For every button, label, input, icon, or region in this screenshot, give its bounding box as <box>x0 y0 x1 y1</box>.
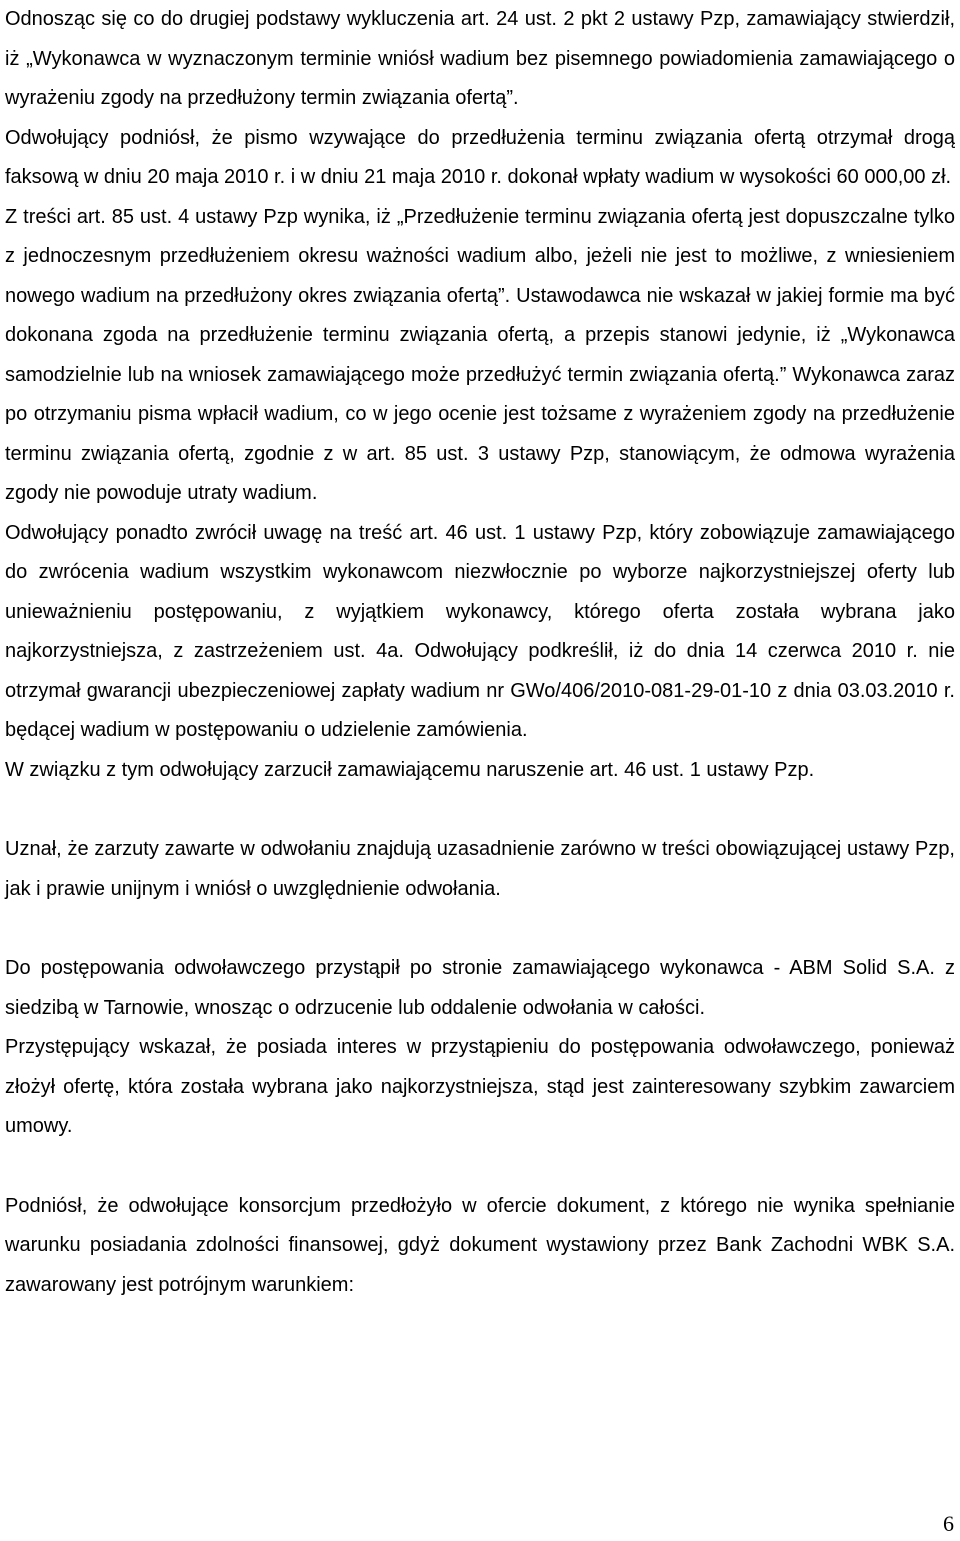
document-page <box>5 0 955 1305</box>
paragraph-fax-notice: Odwołujący podniósł, że pismo wzywające do przedłużenia terminu związania ofertą otrzymał drogą faksową w dniu 20 maja 2010 r. i w dniu 21 maja 2010 r. dokonał wpłaty wadium w wysokości 60 000,00 zł. <box>5 126 955 188</box>
paragraph-intervener: Do postępowania odwoławczego przystąpił po stronie zamawiającego wykonawca - ABM Solid S.A. z siedzibą w Tarnowie, wnosząc o odrzucenie lub oddalenie odwołania w całości. <box>5 957 955 1019</box>
paragraph-exclusion-basis: Odnosząc się co do drugiej podstawy wykluczenia art. 24 ust. 2 pkt 2 ustawy Pzp, zamawiający stwierdził, iż „Wykonawca w wyznaczonym terminie wniósł wadium bez pisemnego powiadomienia zamawiającego o wyrażeniu zgody na przedłużony termin związania ofertą”. <box>5 8 955 109</box>
page-number: 6 <box>943 1511 954 1536</box>
paragraph-art-85: Z treści art. 85 ust. 4 ustawy Pzp wynika, iż „Przedłużenie terminu związania ofertą jest dopuszczalne tylko z jednoczesnym przedłużeniem okresu ważności wadium albo, jeżeli nie jest to możliwe, z wniesieniem nowego wadium na przedłużony okres związania ofertą”. Ustawodawca nie wskazał w jakiej formie ma być dokonana zgoda na przedłużenie terminu związania ofertą, a przepis stanowi jedynie, iż „Wykonawca samodzielnie lub na wniosek zamawiającego może przedłużyć termin związania ofertą.” Wykonawca zaraz po otrzymaniu pisma wpłacił wadium, co w jego ocenie jest tożsame z wyrażeniem zgody na przedłużenie terminu związania ofertą, zgodnie z w art. 85 ust. 3 ustawy Pzp, stanowiącym, że odmowa wyrażenia zgody nie powoduje utraty wadium. <box>5 205 955 504</box>
paragraph-charge: W związku z tym odwołujący zarzucił zamawiającemu naruszenie art. 46 ust. 1 ustawy Pzp. <box>5 758 815 781</box>
paragraph-intervener-interest: Przystępujący wskazał, że posiada interes w przystąpieniu do postępowania odwoławczego, ponieważ złożył ofertę, która została wybrana jako najkorzystniejsza, stąd jest zainteresowany szybkim zawarciem umowy. <box>5 1036 955 1137</box>
paragraph-financial-condition: Podniósł, że odwołujące konsorcjum przedłożyło w ofercie dokument, z którego nie wynika spełnianie warunku posiadania zdolności finansowej, gdyż dokument wystawiony przez Bank Zachodni WBK S.A. zawarowany jest potrójnym warunkiem: <box>5 1194 955 1296</box>
paragraph-request: Uznał, że zarzuty zawarte w odwołaniu znajdują uzasadnienie zarówno w treści obowiązującej ustawy Pzp, jak i prawie unijnym i wniósł o uwzględnienie odwołania. <box>5 838 955 900</box>
paragraph-art-46: Odwołujący ponadto zwrócił uwagę na treść art. 46 ust. 1 ustawy Pzp, który zobowiązuje zamawiającego do zwrócenia wadium wszystkim wykonawcom niezwłocznie po wyborze najkorzystniejszej oferty lub unieważnieniu postępowaniu, z wyjątkiem wykonawcy, którego oferta została wybrana jako najkorzystniejsza, z zastrzeżeniem ust. 4a. Odwołujący podkreślił, iż do dnia 14 czerwca 2010 r. nie otrzymał gwarancji ubezpieczeniowej zapłaty wadium nr GWo/406/2010-081-29-01-10 z dnia 03.03.2010 r. będącej wadium w postępowaniu o udzielenie zamówienia. <box>5 521 955 741</box>
